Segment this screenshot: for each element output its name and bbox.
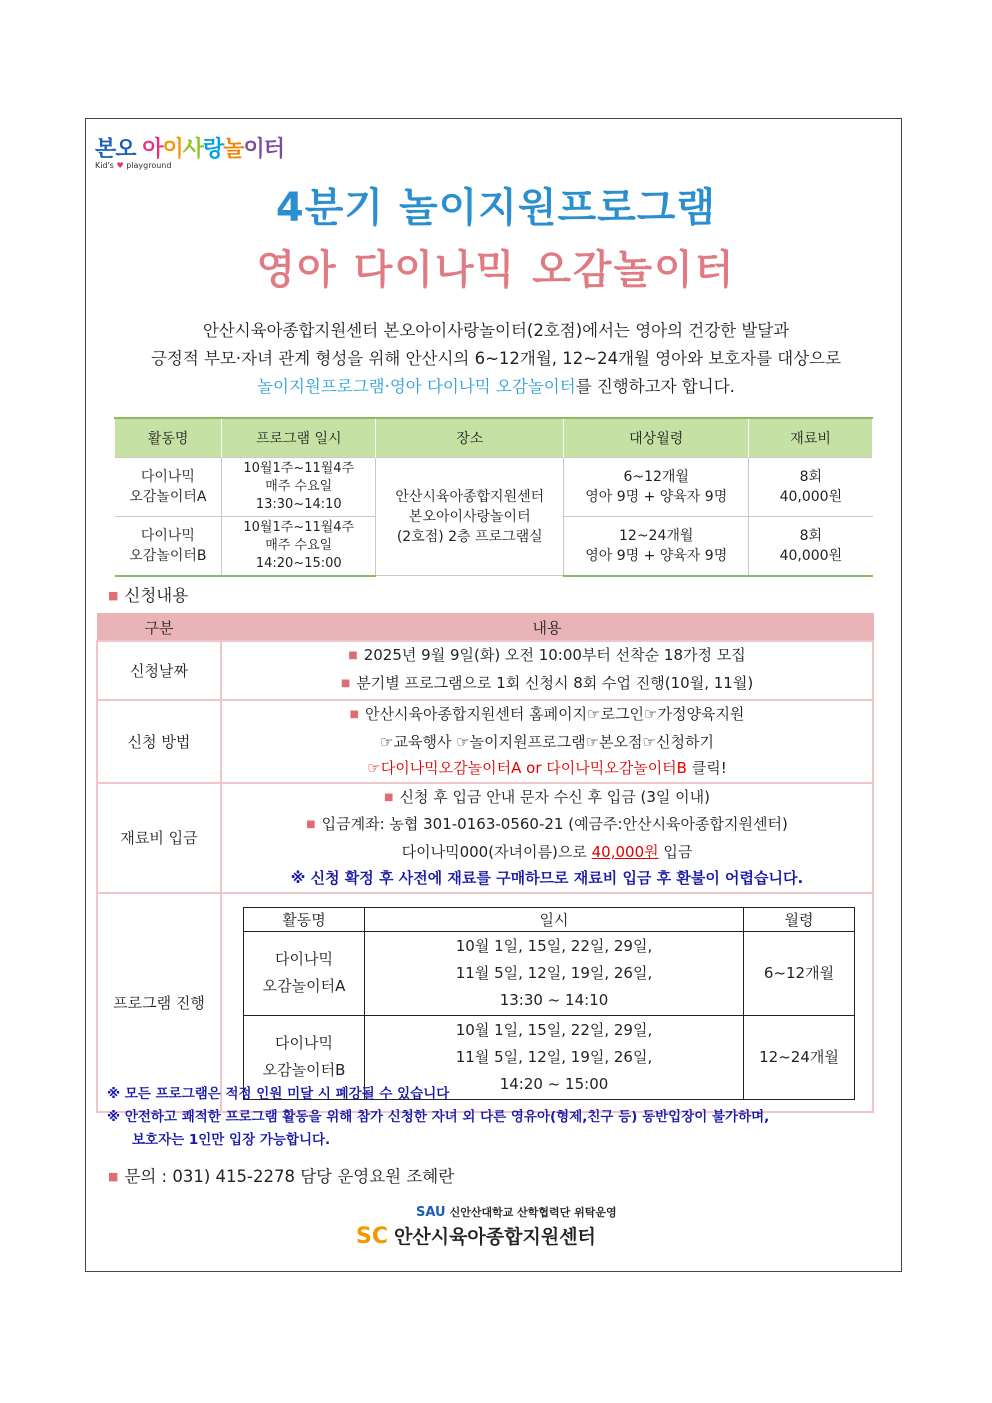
label-program-progress: 프로그램 진행 xyxy=(97,893,221,1112)
schedule-row xyxy=(244,931,855,1015)
logo-text-a: 아 xyxy=(142,137,163,162)
table-row xyxy=(97,641,873,700)
cell-name xyxy=(115,517,222,576)
table-row xyxy=(97,783,873,893)
schedule-dates-line: 10월 1일, 15일, 22일, 29일, xyxy=(455,1020,653,1039)
date-text-2: 분기별 프로그램으로 1회 신청시 8회 수업 진행(10월, 11월) xyxy=(356,673,754,692)
cell-age xyxy=(564,458,749,517)
age-line: 12~24개월 xyxy=(619,527,694,544)
logo-text-ter: 이터 xyxy=(243,137,285,162)
date-line-2 xyxy=(222,670,872,698)
schedule-dates-line: 11월 5일, 12일, 19일, 26일, xyxy=(455,963,653,982)
bullet-icon: ■ xyxy=(108,589,119,602)
schedule-name-line: 오감놀이터B xyxy=(262,1061,346,1079)
cell-datetime xyxy=(222,458,376,517)
bullet-icon: ■ xyxy=(384,791,394,803)
name-line: 다이나믹 xyxy=(140,527,195,544)
schedule-name-line: 다이나믹 xyxy=(275,950,333,968)
schedule-dates xyxy=(365,931,744,1015)
bullet-icon: ■ xyxy=(108,1170,119,1183)
schedule-dates-line: 10월 1일, 15일, 22일, 29일, xyxy=(455,936,653,955)
cell-fee xyxy=(749,517,873,576)
date-line: 14:20~15:00 xyxy=(255,555,342,571)
operator-text: 신안산대학교 산학협력단 위탁운영 xyxy=(449,1206,617,1219)
place-line: (2호점) 2층 프로그램실 xyxy=(396,528,543,545)
col-header-age: 대상월령 xyxy=(564,418,749,458)
age-line: 6~12개월 xyxy=(623,469,689,485)
age-line: 영아 9명 + 양육자 9명 xyxy=(585,489,728,505)
intro-line-3-rest: 를 진행하고자 합니다. xyxy=(575,377,735,396)
contact-text: 문의 : 031) 415-2278 담당 운영요원 조혜란 xyxy=(124,1167,455,1186)
schedule-header-name: 활동명 xyxy=(244,907,365,931)
fee-line: 8회 xyxy=(799,527,823,544)
table-row xyxy=(115,458,873,517)
intro-line-2: 긍정적 부모·자녀 관계 형성을 위해 안산시의 6~12개월, 12~24개월 영아와 보호자를 대상으로 xyxy=(150,349,842,368)
name-line: 오감놀이터B xyxy=(129,547,207,564)
sau-logo-text: SAU xyxy=(416,1205,446,1220)
col-header-fee: 재료비 xyxy=(749,418,873,458)
contact-info xyxy=(108,1163,454,1187)
center-footer-logo xyxy=(356,1204,617,1249)
playground-logo xyxy=(95,132,284,170)
logo-sub-a: Kid's xyxy=(95,161,114,170)
content-apply-date xyxy=(221,641,873,700)
age-line: 영아 9명 + 양육자 9명 xyxy=(585,547,728,564)
cell-age xyxy=(564,517,749,576)
label-apply-method: 신청 방법 xyxy=(97,700,221,783)
fee-text-1: 신청 후 입금 안내 문자 수신 후 입금 (3일 이내) xyxy=(399,787,710,806)
mark-letter-a: S xyxy=(356,1224,372,1249)
notes-block xyxy=(107,1083,769,1152)
note-2: ※ 안전하고 쾌적한 프로그램 활동을 위해 참가 신청한 자녀 외 다른 영유아(형제,친구 등) 동반입장이 불가하며, xyxy=(107,1109,770,1125)
place-line: 본오아이사랑놀이터 xyxy=(408,508,531,525)
col-header-datetime: 프로그램 일시 xyxy=(222,418,376,458)
fee-line-3 xyxy=(222,839,872,866)
schedule-time: 13:30 ~ 14:10 xyxy=(499,990,609,1009)
refund-notice: ※ 신청 확정 후 사전에 재료를 구매하므로 재료비 입금 후 환불이 어렵습니다. xyxy=(290,869,804,887)
date-line: 10월1주~11월4주 xyxy=(243,461,355,476)
program-summary-table xyxy=(114,417,873,577)
col-header-category: 구분 xyxy=(97,614,221,642)
table-row xyxy=(97,700,873,783)
col-header-content: 내용 xyxy=(221,614,873,642)
section-title: 신청내용 xyxy=(124,586,189,605)
method-text-3-rest: 클릭! xyxy=(686,759,727,777)
col-header-name: 활동명 xyxy=(115,418,222,458)
name-line: 오감놀이터A xyxy=(129,489,207,505)
fee-text-3a: 다이나믹000(자녀이름)으로 xyxy=(401,842,592,861)
place-line: 안산시육아종합지원센터 xyxy=(395,488,545,505)
intro-line-3 xyxy=(100,373,892,401)
method-link-text: ☞다이나믹오감놀이터A or 다이나믹오감놀이터B xyxy=(367,759,687,777)
fee-line-1 xyxy=(222,784,872,812)
note-3: 보호자는 1인만 입장 가능합니다. xyxy=(132,1132,331,1148)
intro-line-1: 안산시육아종합지원센터 본오아이사랑놀이터(2호점)에서는 영아의 건강한 발달과 xyxy=(202,321,790,340)
fee-line-2 xyxy=(222,811,872,839)
method-line-3 xyxy=(222,755,872,782)
content-program-progress xyxy=(221,893,873,1112)
intro-paragraph xyxy=(100,317,892,401)
bullet-icon: ■ xyxy=(340,677,351,689)
footer-operator xyxy=(416,1204,617,1220)
cell-name xyxy=(115,458,222,517)
schedule-dates-line: 11월 5일, 12일, 19일, 26일, xyxy=(455,1047,653,1066)
fee-text-2: 입금계좌: 농협 301-0163-0560-21 (예금주:안산시육아종합지원센터) xyxy=(321,815,788,833)
footer-center xyxy=(356,1222,617,1249)
schedule-age: 6~12개월 xyxy=(744,931,855,1015)
bullet-icon: ■ xyxy=(306,819,316,830)
schedule-header-dates: 일시 xyxy=(365,907,744,931)
fee-amount: 40,000원 xyxy=(591,842,659,861)
fee-line: 40,000원 xyxy=(779,547,843,564)
bullet-icon: ■ xyxy=(349,709,359,720)
date-line: 10월1주~11월4주 xyxy=(243,519,355,535)
logo-text-nol: 놀 xyxy=(223,137,244,162)
schedule-table xyxy=(243,907,855,1100)
schedule-age: 12~24개월 xyxy=(744,1015,855,1099)
application-table xyxy=(96,613,874,1113)
title-main: 4분기 놀이지원프로그램 xyxy=(275,185,717,231)
logo-sub-b: playground xyxy=(126,161,172,170)
mark-letter-b: C xyxy=(371,1224,389,1249)
logo-text-i: 이 xyxy=(162,137,183,162)
cell-datetime xyxy=(222,517,376,576)
center-name: 안산시육아종합지원센터 xyxy=(394,1226,596,1248)
content-fee-payment xyxy=(221,783,873,893)
schedule-name xyxy=(244,931,365,1015)
intro-highlight: 놀이지원프로그램·영아 다이나믹 오감놀이터 xyxy=(257,377,576,396)
schedule-time: 14:20 ~ 15:00 xyxy=(499,1074,609,1093)
note-1: ※ 모든 프로그램은 적정 인원 미달 시 폐강될 수 있습니다 xyxy=(107,1086,450,1102)
schedule-name-line: 오감놀이터A xyxy=(262,977,346,995)
label-fee-payment: 재료비 입금 xyxy=(97,783,221,893)
logo-text-rang: 랑 xyxy=(202,137,224,162)
fee-text-3b: 입금 xyxy=(658,842,693,861)
date-text-1: 2025년 9월 9일(화) 오전 10:00부터 선착순 18가정 모집 xyxy=(363,646,746,664)
center-logo-icon xyxy=(356,1224,388,1249)
date-line: 매주 수요일 xyxy=(265,479,333,494)
date-line: 13:30~14:10 xyxy=(255,497,342,512)
date-line-1 xyxy=(222,642,872,670)
fee-line: 40,000원 xyxy=(779,489,843,505)
heart-icon: ♥ xyxy=(116,161,124,170)
method-line-2: ☞교육행사 ☞놀이지원프로그램☞본오점☞신청하기 xyxy=(380,732,714,751)
fee-line: 8회 xyxy=(799,469,823,485)
label-apply-date: 신청날짜 xyxy=(97,641,221,700)
method-text-1: 안산시육아종합지원센터 홈페이지☞로그인☞가정양육지원 xyxy=(365,705,745,723)
table-row xyxy=(97,893,873,1112)
section-heading xyxy=(108,582,188,606)
title-sub: 영아 다이나믹 오감놀이터 xyxy=(256,247,736,293)
logo-text-sa: 사 xyxy=(182,137,203,162)
cell-fee xyxy=(749,458,873,517)
logo-text-bon: 본오 xyxy=(95,137,136,162)
col-header-place: 장소 xyxy=(376,418,564,458)
bullet-icon: ■ xyxy=(348,650,358,661)
content-apply-method xyxy=(221,700,873,783)
method-line-1 xyxy=(222,701,872,729)
date-line: 매주 수요일 xyxy=(265,537,333,553)
name-line: 다이나믹 xyxy=(140,469,195,485)
schedule-header-age: 월령 xyxy=(744,907,855,931)
cell-place xyxy=(376,458,564,576)
schedule-name-line: 다이나믹 xyxy=(275,1034,333,1052)
